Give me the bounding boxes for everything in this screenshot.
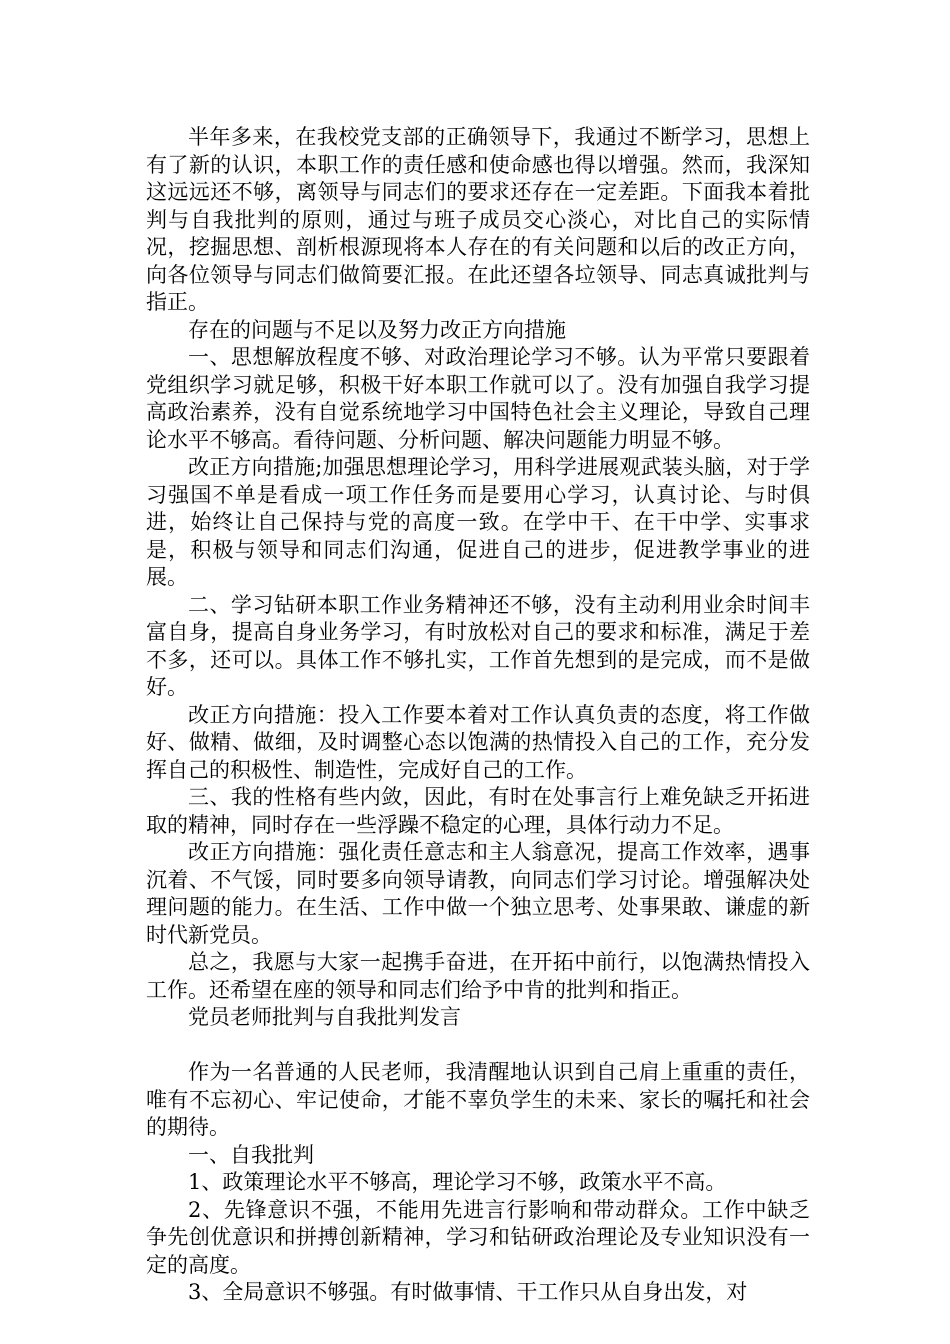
- blank-line: [146, 1032, 810, 1060]
- paragraph-conclusion: 总之，我愿与大家一起携手奋进，在开拓中前行，以饱满热情投入工作。还希望在座的领导和同志们给予中肯的批判和指正。: [146, 950, 810, 1002]
- document-body: [146, 124, 810, 1307]
- paragraph-problem-3: 三、我的性格有些内敛，因此，有时在处事言行上难免缺乏开拓进取的精神，同时存在一些浮躁不稳定的心理，具体行动力不足。: [146, 785, 810, 837]
- section-heading-problems: 存在的问题与不足以及努力改正方向措施: [188, 317, 566, 342]
- list-item-1: 1、政策理论水平不够高，理论学习不够，政策水平不高。: [188, 1170, 727, 1194]
- paragraph-measure-3: 改正方向措施：强化责任意志和主人翁意况，提高工作效率，遇事沉着、不气馁，同时要多向领导请教，向同志们学习讨论。增强解决处理问题的能力。在生活、工作中做一个独立思考、处事果敢、谦虚的新时代新党员。: [146, 840, 810, 947]
- section-heading-speech: 党员老师批判与自我批判发言: [188, 1005, 461, 1029]
- paragraph-problem-1: 一、思想解放程度不够、对政治理论学习不够。认为平常只要跟着党组织学习就足够，积极干好本职工作就可以了。没有加强自我学习提高政治素养，没有自觉系统地学习中国特色社会主义理论，导致自己理论水平不够高。看待问题、分析问题、解决问题能力明显不够。: [146, 345, 810, 452]
- paragraph-measure-1: 改正方向措施;加强思想理论学习，用科学进展观武装头脑，对于学习强国不单是看成一项工作任务而是要用心学习，认真讨论、与时俱进，始终让自己保持与党的高度一致。在学中干、在干中学、实事求是，积极与领导和同志们沟通，促进自己的进步，促进教学事业的进展。: [146, 455, 810, 589]
- paragraph-measure-2: 改正方向措施：投入工作要本着对工作认真负责的态度，将工作做好、做精、做细，及时调整心态以饱满的热情投入自己的工作，充分发挥自己的积极性、制造性，完成好自己的工作。: [146, 702, 810, 782]
- list-item-2: 2、先锋意识不强，不能用先进言行影响和带动群众。工作中缺乏争先创优意识和拼搏创新精神，学习和钻研政治理论及专业知识没有一定的高度。: [146, 1197, 810, 1277]
- paragraph-problem-2: 二、学习钻研本职工作业务精神还不够，没有主动利用业余时间丰富自身，提高自身业务学习，有时放松对自己的要求和标准，满足于差不多，还可以。具体工作不够扎实，工作首先想到的是完成，而不是做好。: [146, 592, 810, 699]
- list-item-3: 3、全局意识不够强。有时做事情、干工作只从自身出发，对: [188, 1280, 748, 1304]
- paragraph-speech-intro: 作为一名普通的人民老师，我清醒地认识到自己肩上重重的责任，唯有不忘初心、牢记使命，才能不辜负学生的未来、家长的嘱托和社会的期待。: [146, 1060, 810, 1139]
- paragraph-intro: 半年多来，在我校党支部的正确领导下，我通过不断学习，思想上有了新的认识，本职工作的责任感和使命感也得以增强。然而，我深知这远远还不够，离领导与同志们的要求还存在一定差距。下面我本着批判与自我批判的原则，通过与班子成员交心淡心，对比自己的实际情况，挖掘思想、剖析根源现将本人存在的有关问题和以后的改正方向，向各位领导与同志们做简要汇报。在此还望各垃领导、同志真诚批判与指正。: [146, 125, 810, 314]
- section-heading-self-criticism: 一、自我批判: [188, 1142, 314, 1167]
